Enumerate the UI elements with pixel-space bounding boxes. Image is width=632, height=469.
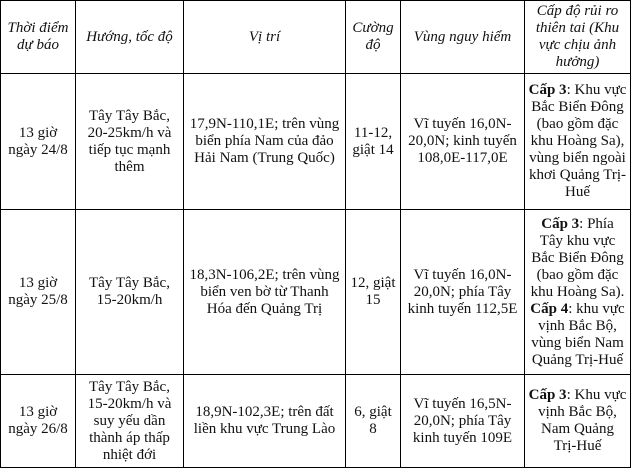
cell-risk-level [525,74,631,210]
cell-time: 13 giờ ngày 26/8 [1,375,76,468]
cell-risk-level [525,375,631,468]
cell-time: 13 giờ ngày 24/8 [1,74,76,210]
header-position: Vị trí [184,1,346,74]
cell-intensity: 11-12, giật 14 [346,74,401,210]
risk-item [528,216,627,301]
cell-danger-zone: Vĩ tuyến 16,5N-20,0N; phía Tây kinh tuyến 109E [401,375,525,468]
cell-position: 18,3N-106,2E; trên vùng biển ven bờ từ Thanh Hóa đến Quảng Trị [184,210,346,375]
header-direction-speed: Hướng, tốc độ [76,1,184,74]
cell-direction: Tây Tây Bắc, 15-20km/h và suy yếu dần thành áp thấp nhiệt đới [76,375,184,468]
cell-risk-level [525,210,631,375]
header-risk-level: Cấp độ rủi ro thiên tai (Khu vực chịu ảnh hưởng) [525,1,631,74]
cell-position: 17,9N-110,1E; trên vùng biển phía Nam của đảo Hải Nam (Trung Quốc) [184,74,346,210]
cell-position: 18,9N-102,3E; trên đất liền khu vực Trung Lào [184,375,346,468]
cell-danger-zone: Vĩ tuyến 16,0N-20,0N; kinh tuyến 108,0E-117,0E [401,74,525,210]
risk-level-label: Cấp 3 [528,82,567,98]
risk-area-text: : Khu vực vịnh Bắc Bộ, Nam Quảng Trị-Huế [538,387,627,454]
header-row [1,1,631,74]
risk-item [528,301,627,369]
table-row [1,210,631,375]
risk-level-label: Cấp 3 [541,215,580,232]
cell-time: 13 giờ ngày 25/8 [1,210,76,375]
risk-area-text: : Phía Tây khu vực Bắc Biển Đông (bao gồm đặc khu Hoàng Sa). [530,215,625,300]
header-intensity: Cường độ [346,1,401,74]
risk-item [528,387,627,455]
header-danger-zone: Vùng nguy hiểm [401,1,525,74]
cell-direction: Tây Tây Bắc, 20-25km/h và tiếp tục mạnh thêm [76,74,184,210]
header-forecast-time: Thời điểm dự báo [1,1,76,74]
risk-area-text: : khu vực vịnh Bắc Bộ, vùng biển Nam Quảng Trị-Huế [531,300,625,368]
table-row [1,375,631,468]
cell-intensity: 12, giật 15 [346,210,401,375]
risk-item [528,82,627,201]
table-row [1,74,631,210]
cell-danger-zone: Vĩ tuyến 16,0N-20,0N; phía Tây kinh tuyến 112,5E [401,210,525,375]
risk-area-text: : Khu vực Bắc Biển Đông (bao gồm đặc khu Hoàng Sa), vùng biển ngoài khơi Quảng Trị-Huế [528,82,627,200]
risk-level-label: Cấp 3 [528,387,567,403]
risk-level-label: Cấp 4 [530,300,569,317]
cell-direction: Tây Tây Bắc, 15-20km/h [76,210,184,375]
cell-intensity: 6, giật 8 [346,375,401,468]
